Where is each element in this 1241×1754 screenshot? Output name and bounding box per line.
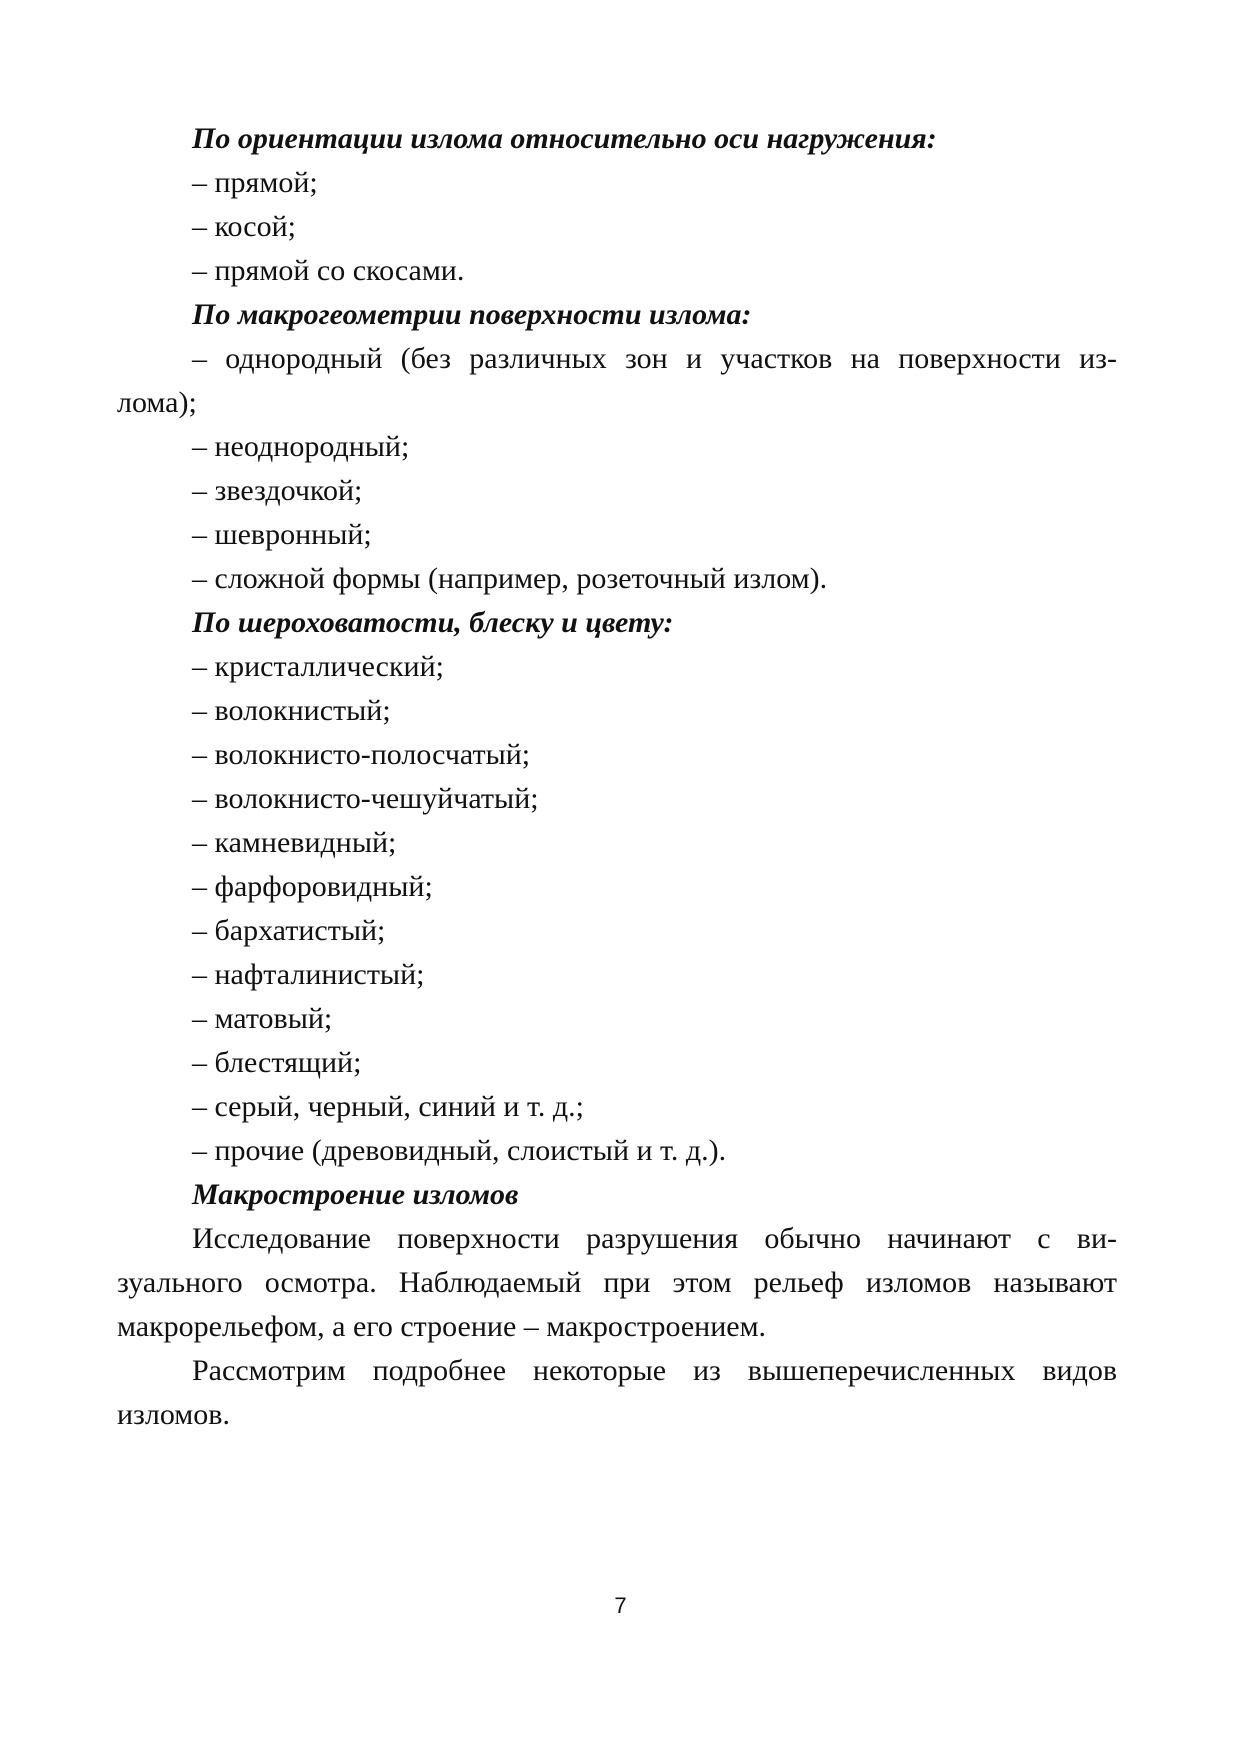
page-body: [117, 117, 1117, 1437]
list-item: – прочие (древовидный, слоистый и т. д.).: [192, 1134, 727, 1167]
paragraph-line: изломов.: [117, 1398, 230, 1431]
list-item: – однородный (без различных зон и участков на поверхности из-: [192, 342, 1117, 375]
list-item: – прямой;: [192, 166, 318, 199]
paragraph-line: Рассмотрим подробнее некоторые из вышеперечисленных видов: [192, 1354, 1117, 1387]
list-item: – волокнистый;: [192, 694, 391, 727]
paragraph-line: макрорельефом, а его строение – макростроением.: [117, 1310, 767, 1343]
section-heading-macrostructure: Макростроение изломов: [192, 1178, 519, 1211]
section-heading-roughness: По шероховатости, блеску и цвету:: [192, 606, 674, 639]
list-item: – блестящий;: [192, 1046, 362, 1079]
page-number: 7: [614, 1593, 627, 1618]
list-item: – матовый;: [192, 1002, 333, 1035]
list-item: – сложной формы (например, розеточный излом).: [192, 562, 828, 595]
list-item-continuation: лома);: [117, 386, 197, 419]
list-item: – звездочкой;: [192, 474, 363, 507]
list-item: – серый, черный, синий и т. д.;: [192, 1090, 584, 1123]
list-item: – неоднородный;: [192, 430, 410, 463]
list-item: – фарфоровидный;: [192, 870, 433, 903]
list-item: – прямой со скосами.: [192, 254, 465, 287]
section-heading-orientation: По ориентации излома относительно оси нагружения:: [192, 122, 937, 155]
list-item: – кристаллический;: [192, 650, 444, 683]
list-item: – шевронный;: [192, 518, 372, 551]
paragraph-review: [117, 1349, 1117, 1437]
list-item: – камневидный;: [192, 826, 397, 859]
list-item: – волокнисто-чешуйчатый;: [192, 782, 539, 815]
paragraph-line: Исследование поверхности разрушения обычно начинают с ви-: [192, 1222, 1117, 1255]
list-item: – нафталинистый;: [192, 958, 425, 991]
list-item: – косой;: [192, 210, 297, 243]
list-item: – волокнисто-полосчатый;: [192, 738, 531, 771]
paragraph-line: зуального осмотра. Наблюдаемый при этом рельеф изломов называют: [117, 1266, 1117, 1299]
list-item: – бархатистый;: [192, 914, 386, 947]
paragraph-macrostructure: [117, 1217, 1117, 1349]
section-heading-macrogeometry: По макрогеометрии поверхности излома:: [192, 298, 752, 331]
